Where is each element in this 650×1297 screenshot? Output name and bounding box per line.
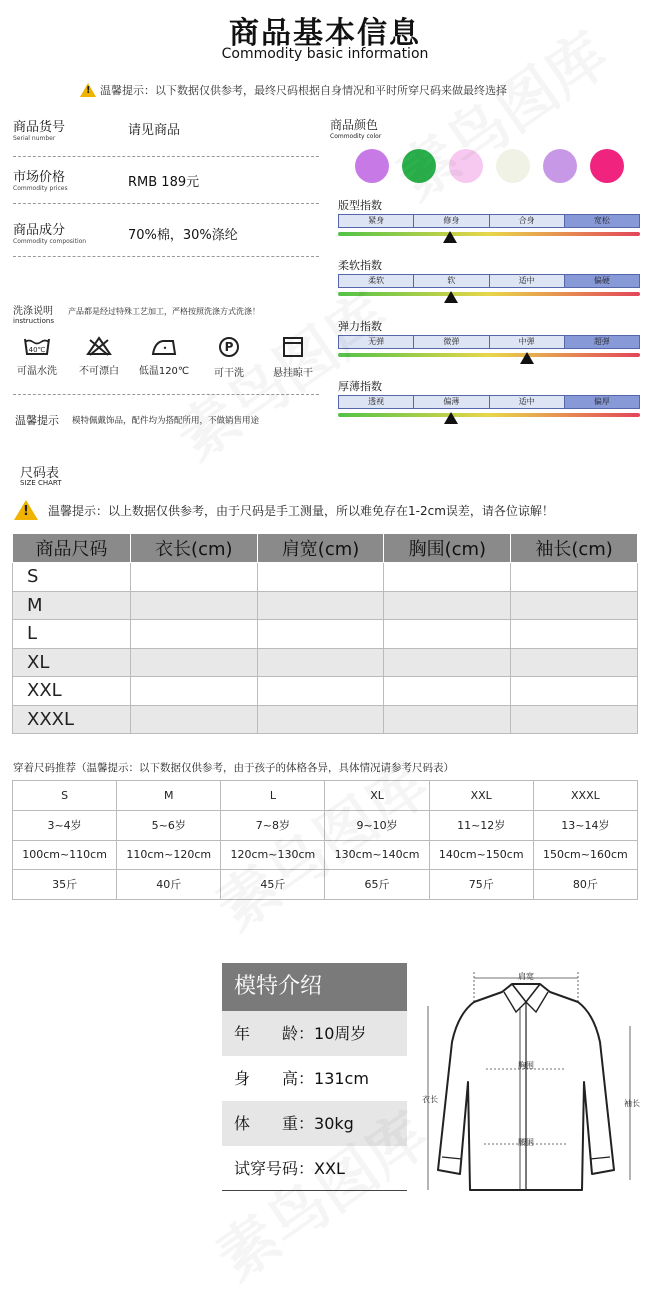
no-bleach-icon xyxy=(86,336,112,356)
index-scale xyxy=(338,395,640,409)
color-swatch[interactable] xyxy=(590,149,624,183)
index-level: 无弹 xyxy=(339,336,414,348)
wash-tub-icon xyxy=(24,336,50,356)
index-gradient-bar xyxy=(338,413,640,417)
model-info-label: 身 高： xyxy=(234,1069,315,1088)
index-level: 偏硬 xyxy=(565,275,639,287)
recommend-cell: 80斤 xyxy=(533,870,637,900)
dry-clean-letter: P xyxy=(224,340,234,354)
index-level: 柔软 xyxy=(339,275,414,287)
model-info-value: XXL xyxy=(314,1159,345,1178)
model-info-value: 30kg xyxy=(314,1114,354,1133)
warning-icon xyxy=(14,500,38,520)
recommend-cell: XXL xyxy=(429,781,533,811)
measure-cell xyxy=(130,563,257,592)
care-item-iron xyxy=(135,336,193,377)
divider xyxy=(13,256,319,257)
index-level: 软 xyxy=(414,275,489,287)
size-cell: L xyxy=(13,620,131,649)
size-cell: XXXL xyxy=(13,705,131,734)
index-level: 微弹 xyxy=(414,336,489,348)
measure-cell xyxy=(257,591,384,620)
care-label: 可温水洗 xyxy=(17,366,57,377)
index-title: 厚薄指数 xyxy=(338,380,382,393)
index-level: 透视 xyxy=(339,396,414,408)
care-label: 不可漂白 xyxy=(79,366,119,377)
wash-temp-text: 40℃ xyxy=(28,346,46,354)
model-info-value: 10周岁 xyxy=(314,1024,367,1043)
index-title: 版型指数 xyxy=(338,199,382,212)
size-table-header: 袖长(cm) xyxy=(511,534,638,563)
table-row xyxy=(13,677,638,706)
size-cell: M xyxy=(13,591,131,620)
index-level: 中弹 xyxy=(490,336,565,348)
index-pointer xyxy=(444,412,458,424)
sleeve-label: 袖长 xyxy=(624,1099,640,1108)
care-item-wash xyxy=(13,336,61,377)
index-level: 宽松 xyxy=(565,215,639,227)
recommend-cell: 140cm~150cm xyxy=(429,840,533,870)
recommend-cell: 130cm~140cm xyxy=(325,840,429,870)
serial-value: 请见商品 xyxy=(128,123,181,138)
size-table-header: 肩宽(cm) xyxy=(257,534,384,563)
table-row xyxy=(13,591,638,620)
recommend-cell: 65斤 xyxy=(325,870,429,900)
recommend-title: 穿着尺码推荐（温馨提示：以下数据仅供参考，由于孩子的体格各异，具体情况请参考尺码表） xyxy=(13,762,454,774)
warm-tip-label: 温馨提示 xyxy=(15,414,59,427)
recommend-cell: 100cm~110cm xyxy=(13,840,117,870)
measure-cell xyxy=(384,563,511,592)
measure-cell xyxy=(257,563,384,592)
table-row xyxy=(13,648,638,677)
model-info-label: 试穿号码： xyxy=(234,1159,315,1178)
model-info-value: 131cm xyxy=(314,1069,369,1088)
care-label: 悬挂晾干 xyxy=(273,368,313,379)
watermark xyxy=(157,269,403,477)
size-cell: S xyxy=(13,563,131,592)
size-chart-sub: SIZE CHART xyxy=(20,479,62,487)
chest-label: 胸围 xyxy=(518,1061,534,1070)
model-info-label: 年 龄： xyxy=(234,1024,315,1043)
serial-label: 商品货号 Serial number xyxy=(13,120,66,142)
model-info-row xyxy=(222,1056,407,1101)
recommend-cell: M xyxy=(117,781,221,811)
index-level: 适中 xyxy=(490,275,565,287)
care-label: 低温120℃ xyxy=(138,366,190,377)
measure-cell xyxy=(130,705,257,734)
iron-dot-text: • xyxy=(162,344,168,353)
price-label: 市场价格 Commodity prices xyxy=(13,170,68,192)
recommend-cell: 120cm~130cm xyxy=(221,840,325,870)
measure-cell xyxy=(511,620,638,649)
recommend-cell: XXXL xyxy=(533,781,637,811)
measure-cell xyxy=(511,705,638,734)
shoulder-label: 肩宽 xyxy=(518,972,534,981)
wash-label: 洗涤说明 instructions xyxy=(13,306,54,325)
table-row xyxy=(13,620,638,649)
index-level: 适中 xyxy=(490,396,565,408)
measure-cell xyxy=(384,677,511,706)
care-label: 可干洗 xyxy=(214,368,244,379)
recommend-cell: 45斤 xyxy=(221,870,325,900)
measure-cell xyxy=(257,677,384,706)
index-gradient-bar xyxy=(338,292,640,296)
index-level: 合身 xyxy=(490,215,565,227)
measure-cell xyxy=(511,563,638,592)
recommend-cell: 75斤 xyxy=(429,870,533,900)
size-cell: XXL xyxy=(13,677,131,706)
shirt-measure-diagram xyxy=(412,962,644,1194)
iron-icon xyxy=(151,336,177,356)
length-label: 衣长 xyxy=(422,1095,438,1104)
recommend-cell: 35斤 xyxy=(13,870,117,900)
page-subtitle: Commodity basic information xyxy=(221,46,429,62)
measure-cell xyxy=(384,620,511,649)
warm-tip-text: 模特佩戴饰品，配件均为搭配所用，不做销售用途 xyxy=(72,416,260,426)
measure-cell xyxy=(511,648,638,677)
index-title: 柔软指数 xyxy=(338,259,382,272)
index-pointer xyxy=(444,291,458,303)
index-level: 偏厚 xyxy=(565,396,639,408)
index-gradient-bar xyxy=(338,353,640,357)
recommend-cell: 9~10岁 xyxy=(325,811,429,841)
measure-cell xyxy=(511,591,638,620)
page-title: 商品基本信息 xyxy=(229,16,421,51)
recommend-cell: 11~12岁 xyxy=(429,811,533,841)
warning-icon xyxy=(80,83,96,97)
measure-cell xyxy=(130,591,257,620)
color-swatch[interactable] xyxy=(543,149,577,183)
composition-value: 70%棉，30%涤纶 xyxy=(128,228,238,243)
measure-cell xyxy=(384,591,511,620)
size-table-header: 衣长(cm) xyxy=(130,534,257,563)
recommend-cell: 5~6岁 xyxy=(117,811,221,841)
index-pointer xyxy=(443,231,457,243)
recommend-cell: 7~8岁 xyxy=(221,811,325,841)
color-label: 商品颜色 Commodity color xyxy=(330,118,382,140)
size-cell: XL xyxy=(13,648,131,677)
size-table xyxy=(12,533,638,734)
measure-cell xyxy=(257,648,384,677)
index-scale xyxy=(338,274,640,288)
table-row xyxy=(13,705,638,734)
model-info-label: 体 重： xyxy=(234,1114,315,1133)
recommend-cell: L xyxy=(221,781,325,811)
measure-cell xyxy=(130,620,257,649)
measure-cell xyxy=(257,620,384,649)
index-pointer xyxy=(520,352,534,364)
recommend-cell: 150cm~160cm xyxy=(533,840,637,870)
index-level: 修身 xyxy=(414,215,489,227)
size-chart-tip-text: 温馨提示：以上数据仅供参考，由于尺码是手工测量，所以难免存在1-2cm误差，请各位谅解！ xyxy=(48,503,554,518)
recommend-cell: XL xyxy=(325,781,429,811)
index-level: 偏薄 xyxy=(414,396,489,408)
recommend-cell: 110cm~120cm xyxy=(117,840,221,870)
divider xyxy=(13,203,319,204)
index-gradient-bar xyxy=(338,232,640,236)
index-level: 超弹 xyxy=(565,336,639,348)
wash-note: 产品都是经过特殊工艺加工，严格按照洗涤方式洗涤！ xyxy=(68,307,260,316)
composition-label: 商品成分 Commodity composition xyxy=(13,223,87,245)
care-item-bleach xyxy=(73,336,125,377)
top-tip xyxy=(80,82,507,98)
recommend-cell: 40斤 xyxy=(117,870,221,900)
measure-cell xyxy=(384,648,511,677)
top-tip-text: 温馨提示：以下数据仅供参考，最终尺码根据自身情况和平时所穿尺码来做最终选择 xyxy=(100,84,507,97)
index-scale xyxy=(338,214,640,228)
table-row xyxy=(13,563,638,592)
size-table-header: 商品尺码 xyxy=(13,534,131,563)
size-chart-tip xyxy=(14,500,554,520)
size-chart-title: 尺码表 xyxy=(20,466,60,481)
index-title: 弹力指数 xyxy=(338,320,382,333)
measure-cell xyxy=(384,705,511,734)
recommend-cell: S xyxy=(13,781,117,811)
recommend-cell: 3~4岁 xyxy=(13,811,117,841)
measure-cell xyxy=(130,648,257,677)
model-info-row xyxy=(222,1011,407,1056)
price-value: RMB 189元 xyxy=(128,175,200,190)
measure-cell xyxy=(511,677,638,706)
divider xyxy=(13,156,319,157)
index-level: 紧身 xyxy=(339,215,414,227)
model-title: 模特介绍 xyxy=(222,963,407,1011)
size-table-header: 胸围(cm) xyxy=(384,534,511,563)
waist-label: 腰围 xyxy=(518,1138,534,1147)
recommend-cell: 13~14岁 xyxy=(533,811,637,841)
measure-cell xyxy=(257,705,384,734)
measure-cell xyxy=(130,677,257,706)
